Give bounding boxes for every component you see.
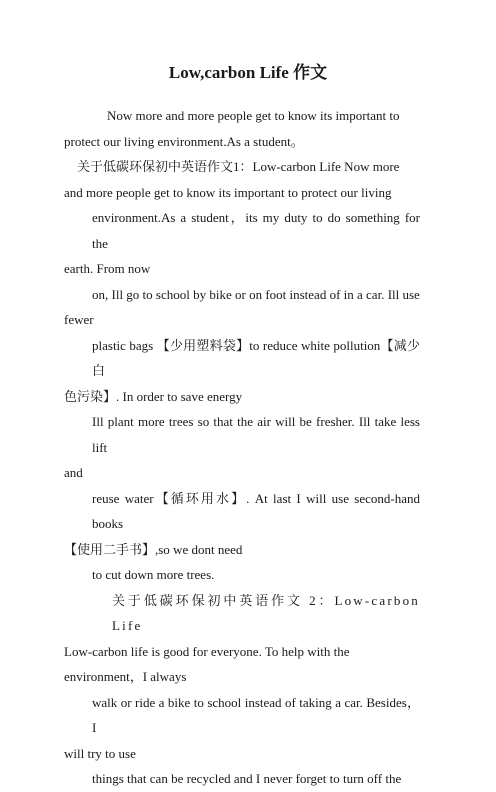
- body-line: 【使用二手书】,so we dont need: [64, 541, 243, 557]
- essay-2-heading: 关于低碳环保初中英语作文 2：Low-carbon Life: [112, 592, 420, 633]
- body-line: Now more and more people get to know its important to: [107, 108, 400, 123]
- body-line: reuse water【循环用水】. At last I will use second-hand books: [92, 490, 420, 531]
- body-line: environment.As a student，its my duty to do something for the: [92, 210, 420, 251]
- body-line: on, Ill go to school by bike or on foot instead of in a car. Ill use: [92, 286, 420, 302]
- body-line: Low-carbon life is good for everyone. To help with the: [64, 643, 350, 659]
- body-line: plastic bags 【少用塑料袋】to reduce white pollution【减少白: [92, 337, 420, 378]
- body-line: and more people get to know its important to protect our living: [64, 184, 392, 200]
- body-line: and: [64, 465, 83, 480]
- document-title: Low,carbon Life 作文: [168, 63, 328, 82]
- body-line: walk or ride a bike to school instead of taking a car. Besides，I: [92, 694, 420, 735]
- body-line: environment，I always: [64, 669, 187, 684]
- body-line: will try to use: [64, 745, 136, 761]
- body-line: earth. From now: [64, 261, 151, 276]
- body-line: fewer: [64, 312, 94, 327]
- essay-1-heading: 关于低碳环保初中英语作文1：Low-carbon Life Now more: [77, 159, 400, 174]
- body-line: protect our living environment.As a student。: [64, 133, 304, 149]
- body-line: things that can be recycled and I never forget to turn off the: [92, 771, 402, 786]
- body-line: Ill plant more trees so that the air will be fresher. Ill take less lift: [92, 414, 420, 455]
- body-line: to cut down more trees.: [92, 567, 215, 582]
- body-line: 色污染】. In order to save energy: [64, 388, 243, 404]
- document-body: [64, 103, 420, 792]
